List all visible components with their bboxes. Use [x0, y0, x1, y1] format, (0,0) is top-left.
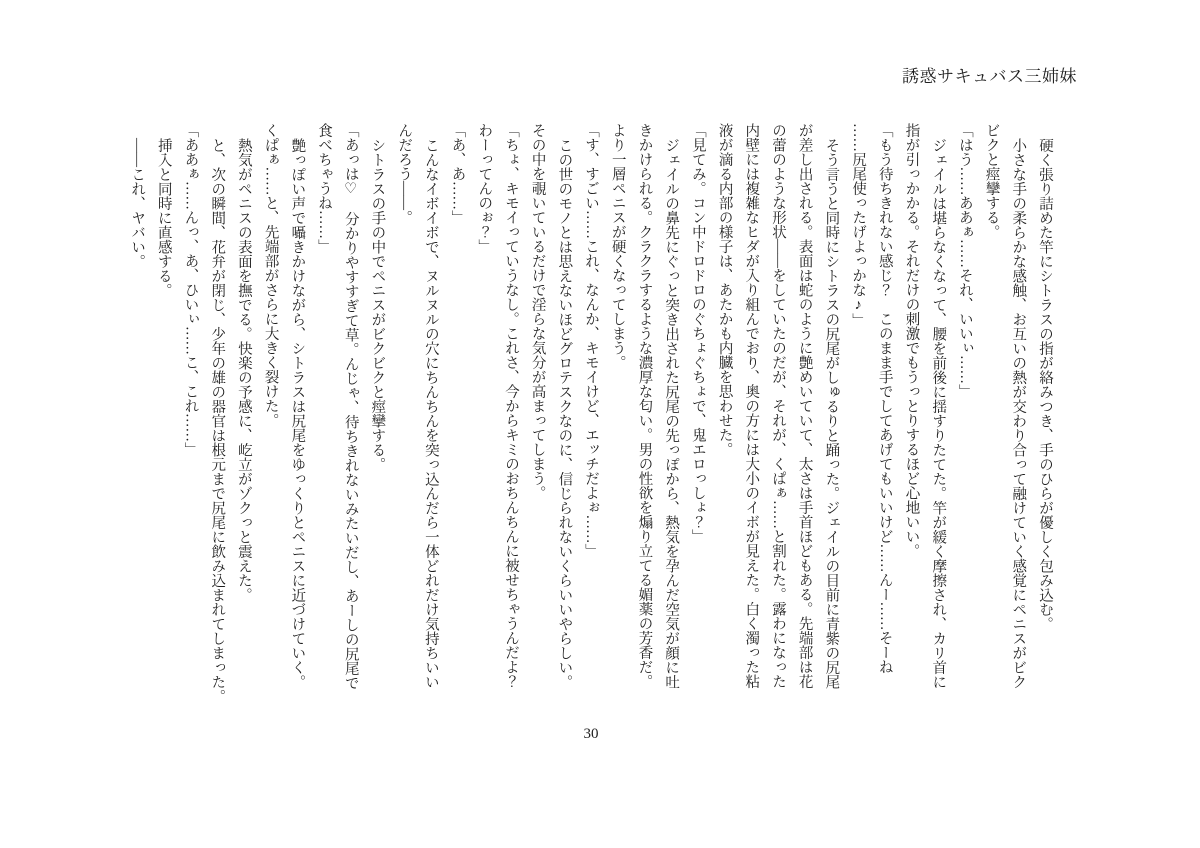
text-line: 熱気がペニスの表面を撫でる。快楽の予感に、屹立がゾクっと震えた。 — [235, 137, 252, 602]
text-line: 「はう……ああぁ……それ、いいぃ……」 — [956, 123, 973, 399]
text-line: その中を覗いているだけで淫らな気分が高まってしまう。 — [529, 123, 546, 500]
text-line: 「ああぁ……んっ、あ、ひいぃ……こ、これ……」 — [182, 123, 199, 457]
text-line: シトラスの手の中でペニスがビクビクと痙攣する。 — [369, 137, 386, 471]
text-line: ビクと痙攣する。 — [983, 123, 1000, 239]
text-line: ……尻尾使ったげよっかな♪」 — [850, 123, 867, 328]
text-line: 内壁には複雑なヒダが入り組んでおり、奥の方には大小のイボが見えた。白く濁った粘 — [743, 123, 760, 689]
page-number: 30 — [583, 726, 599, 742]
text-line: と、次の瞬間、花弁が閉じ、少年の雄の器官は根元まで尻尾に飲み込まれてしまった。 — [209, 137, 226, 703]
text-line: わーってんのぉ？」 — [476, 123, 493, 254]
text-line: 「す、すごい……これ、なんか、キモイけど、エッチだよぉ……」 — [583, 123, 600, 558]
running-head-title: 誘惑サキュバス三姉妹 — [902, 67, 1077, 86]
text-line: 硬く張り詰めた竿にシトラスの指が絡みつき、手のひらが優しく包み込む。 — [1037, 137, 1053, 631]
text-line: 「もう待ちきれない感じ？ このまま手でしてあげてもいいけど……んー……そーね — [876, 123, 893, 674]
text-line: ――これ、ヤバい。 — [129, 137, 146, 268]
text-line: ジェイルは堪らなくなって、腰を前後に揺すりたてた。竿が緩く摩擦され、カリ首に — [930, 137, 947, 689]
text-line: そう言うと同時にシトラスの尻尾がしゅるりと踊った。ジェイルの目前に青紫の尻尾 — [823, 137, 840, 689]
text-line: 「あっは♡ 分かりやすすぎて草。んじゃ、待ちきれないみたいだし、あーしの尻尾で — [342, 123, 359, 690]
text-line: 艶っぽい声で囁きかけながら、シトラスは尻尾をゆっくりとペニスに近づけていく。 — [289, 137, 306, 689]
text-line: くぱぁ……と、先端部がさらに大きく裂けた。 — [262, 123, 279, 428]
text-line: 「見てみ。コン中ドロドロのぐちょぐちょで、鬼エロっしょ？」 — [689, 123, 706, 544]
text-line: が差し出される。表面は蛇のように艶めいていて、太さは手首ほどもある。先端部は花 — [796, 123, 813, 689]
text-line: 挿入と同時に直感する。 — [155, 137, 172, 297]
text-line: 小さな手の柔らかな感触、お互いの熱が交わり合って融けていく感覚にペニスがビク — [1010, 137, 1027, 689]
text-line: んだろう――。 — [396, 123, 413, 225]
text-line: 液が滴る内部の様子は、あたかも内臓を思わせた。 — [716, 123, 733, 457]
text-line: より一層ペニスが硬くなってしまう。 — [609, 123, 626, 370]
text-line: 「あ、あ……」 — [449, 123, 466, 225]
text-line: この世のモノとは思えないほどグロテスクなのに、信じられないくらいいやらしい。 — [556, 137, 573, 689]
text-line: ジェイルの鼻先にぐっと突き出された尻尾の先っぽから、熱気を孕んだ空気が顔に吐 — [663, 137, 680, 689]
text-line: 指が引っかかる。それだけの刺激でもうっとりするほど心地いい。 — [903, 123, 920, 558]
text-columns — [123, 123, 1058, 711]
text-line: 「ちょ、キモイっていうなし。これさ、今からキミのおちんちんに被せちゃうんだよ？ — [502, 123, 519, 689]
text-line: きかけられる。クラクラするような濃厚な匂い。男の性欲を煽り立てる媚薬の芳香だ。 — [636, 123, 653, 689]
text-line: こんなイボイボで、ヌルヌルの穴にちんちんを突っ込んだら一体どれだけ気持ちいい — [422, 137, 439, 689]
text-line: の蕾のような形状――をしていたのだが、それが、くぱぁ……と割れた。露わになった — [769, 123, 786, 689]
text-line: 食べちゃうね……」 — [316, 123, 333, 254]
